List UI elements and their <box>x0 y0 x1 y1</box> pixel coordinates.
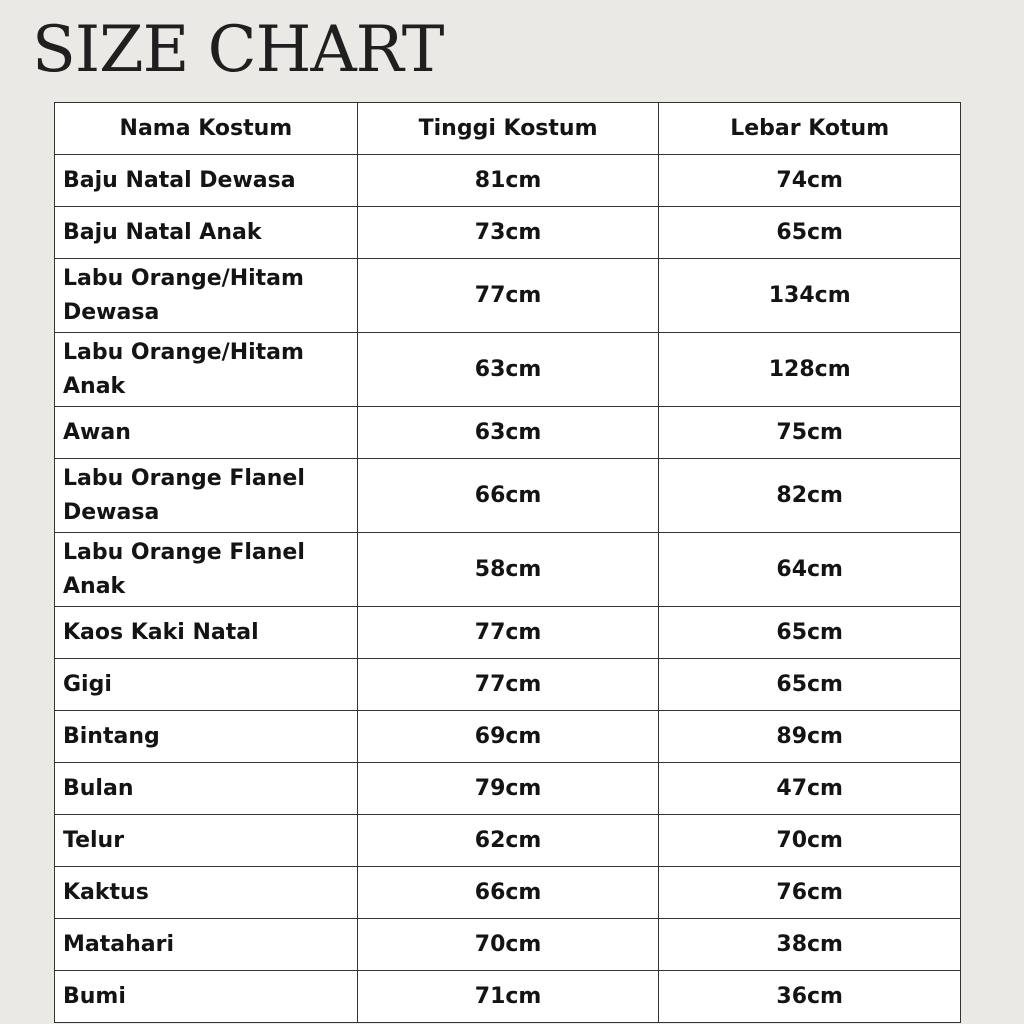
cell-costume-name: Labu Orange/Hitam Anak <box>55 333 358 407</box>
cell-width: 70cm <box>659 815 961 867</box>
table-row <box>55 207 961 259</box>
table-row <box>55 155 961 207</box>
cell-height: 81cm <box>357 155 659 207</box>
cell-width: 75cm <box>659 407 961 459</box>
cell-costume-name: Matahari <box>55 919 358 971</box>
table-row <box>55 763 961 815</box>
cell-width: 36cm <box>659 971 961 1023</box>
page-title: SIZE CHART <box>32 13 444 87</box>
cell-costume-name: Bumi <box>55 971 358 1023</box>
cell-width: 82cm <box>659 459 961 533</box>
cell-costume-name: Labu Orange/Hitam Dewasa <box>55 259 358 333</box>
cell-costume-name: Bintang <box>55 711 358 763</box>
column-header-tinggi-kostum: Tinggi Kostum <box>357 103 659 155</box>
column-header-lebar-kotum: Lebar Kotum <box>659 103 961 155</box>
table-row <box>55 533 961 607</box>
cell-costume-name: Awan <box>55 407 358 459</box>
cell-width: 74cm <box>659 155 961 207</box>
table-row <box>55 815 961 867</box>
cell-width: 38cm <box>659 919 961 971</box>
cell-width: 65cm <box>659 207 961 259</box>
cell-height: 77cm <box>357 259 659 333</box>
cell-costume-name: Baju Natal Anak <box>55 207 358 259</box>
cell-width: 65cm <box>659 607 961 659</box>
cell-costume-name: Gigi <box>55 659 358 711</box>
table-row <box>55 659 961 711</box>
table-row <box>55 459 961 533</box>
table-row <box>55 259 961 333</box>
cell-height: 63cm <box>357 407 659 459</box>
cell-width: 134cm <box>659 259 961 333</box>
cell-width: 47cm <box>659 763 961 815</box>
cell-width: 64cm <box>659 533 961 607</box>
table-row <box>55 867 961 919</box>
cell-height: 69cm <box>357 711 659 763</box>
cell-costume-name: Bulan <box>55 763 358 815</box>
cell-height: 66cm <box>357 459 659 533</box>
table-row <box>55 333 961 407</box>
cell-height: 73cm <box>357 207 659 259</box>
cell-height: 58cm <box>357 533 659 607</box>
table-row <box>55 607 961 659</box>
cell-height: 77cm <box>357 607 659 659</box>
table-header-row <box>55 103 961 155</box>
cell-costume-name: Baju Natal Dewasa <box>55 155 358 207</box>
cell-costume-name: Telur <box>55 815 358 867</box>
cell-width: 128cm <box>659 333 961 407</box>
table-row <box>55 919 961 971</box>
cell-height: 71cm <box>357 971 659 1023</box>
table-row <box>55 711 961 763</box>
table-row <box>55 407 961 459</box>
cell-height: 77cm <box>357 659 659 711</box>
cell-width: 89cm <box>659 711 961 763</box>
cell-costume-name: Kaktus <box>55 867 358 919</box>
cell-width: 65cm <box>659 659 961 711</box>
column-header-nama-kostum: Nama Kostum <box>55 103 358 155</box>
cell-costume-name: Labu Orange Flanel Anak <box>55 533 358 607</box>
cell-height: 79cm <box>357 763 659 815</box>
cell-height: 70cm <box>357 919 659 971</box>
size-chart-table <box>54 102 961 1023</box>
cell-width: 76cm <box>659 867 961 919</box>
cell-costume-name: Kaos Kaki Natal <box>55 607 358 659</box>
cell-height: 63cm <box>357 333 659 407</box>
table-row <box>55 971 961 1023</box>
cell-height: 66cm <box>357 867 659 919</box>
cell-costume-name: Labu Orange Flanel Dewasa <box>55 459 358 533</box>
cell-height: 62cm <box>357 815 659 867</box>
